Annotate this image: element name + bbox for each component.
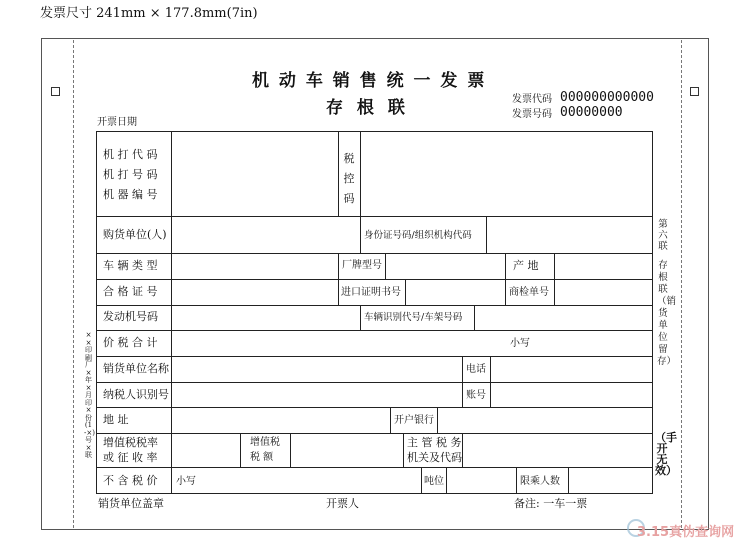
row-line	[96, 279, 653, 280]
col-line	[338, 253, 339, 305]
cert-no-label: 合 格 证 号	[103, 285, 158, 298]
col-line	[421, 467, 422, 494]
tax-authority-label-1: 主 管 税 务	[407, 436, 462, 449]
row-line	[96, 407, 653, 408]
watermark-text: 3.15真伪查询网	[637, 525, 735, 540]
issuer-label: 开票人	[326, 497, 359, 510]
row-line	[96, 382, 653, 383]
invoice-number-label: 发票号码	[512, 109, 552, 120]
row-line	[96, 467, 653, 468]
pretax-price-label: 不 含 税 价	[103, 474, 158, 487]
invoice-number-value: 00000000	[560, 105, 623, 120]
buyer-id-label: 身份证号码/组织机构代码	[364, 230, 472, 241]
col-line	[360, 216, 361, 253]
vin-label: 车辆识别代号/车架号码	[364, 312, 463, 323]
machine-number-label: 机 打 号 码	[103, 168, 158, 181]
issue-date-label: 开票日期	[97, 117, 137, 128]
handwritten-invalid-label: （手开无效）	[655, 431, 677, 477]
bank-label: 开户银行	[394, 415, 434, 426]
invoice-subtitle: 存 根 联	[326, 98, 409, 118]
col-line	[360, 305, 361, 330]
copy-number-label: 第六联	[658, 219, 668, 252]
col-line	[554, 253, 555, 279]
printer-note: ××印刷厂×年×月印×份(1-×)号×联	[84, 331, 95, 459]
row-line	[96, 356, 653, 357]
buyer-label: 购货单位(人)	[103, 228, 167, 241]
machine-code-label: 机 打 代 码	[103, 148, 158, 161]
col-line	[568, 467, 569, 494]
remark-label: 备注: 一车一票	[514, 497, 588, 510]
col-line	[403, 433, 404, 467]
col-line	[360, 131, 361, 216]
col-line	[554, 279, 555, 305]
total-price-label: 价 税 合 计	[103, 336, 158, 349]
paper-size-note: 发票尺寸 241mm × 177.8mm(7in)	[40, 6, 258, 21]
col-line	[437, 407, 438, 433]
tonnage-label: 吨位	[424, 476, 444, 487]
taxpayer-id-label: 纳税人识别号	[103, 388, 169, 401]
row-line	[96, 305, 653, 306]
col-line	[474, 305, 475, 330]
phone-label: 电话	[466, 364, 486, 375]
seller-name-label: 销货单位名称	[103, 362, 169, 375]
vehicle-type-label: 车 辆 类 型	[103, 259, 158, 272]
engine-no-label: 发动机号码	[103, 310, 158, 323]
row-line	[96, 253, 653, 254]
import-cert-label: 进口证明书号	[341, 287, 401, 298]
small-write-label: 小写	[510, 338, 530, 349]
small-write-label-2: 小写	[176, 476, 196, 487]
inspection-no-label: 商检单号	[509, 287, 549, 298]
left-feed-hole	[51, 87, 60, 96]
brand-model-label: 厂牌型号	[342, 260, 382, 271]
col-line	[405, 279, 406, 305]
copy-name-label: 存根联（销货单位留存）	[657, 260, 677, 367]
col-line	[462, 433, 463, 467]
col-line	[462, 356, 463, 407]
row-line	[96, 433, 653, 434]
col-line	[240, 433, 241, 467]
right-feed-hole	[690, 87, 699, 96]
invoice-code-label: 发票代码	[512, 94, 552, 105]
account-label: 账号	[466, 390, 486, 401]
col-line	[338, 131, 339, 216]
col-line	[486, 216, 487, 253]
vat-amount-label-1: 增值税	[250, 437, 280, 448]
col-line	[505, 279, 506, 305]
machine-id-label: 机 器 编 号	[103, 188, 158, 201]
col-line	[516, 467, 517, 494]
col-line	[490, 356, 491, 407]
col-line	[385, 253, 386, 279]
address-label: 地 址	[103, 413, 129, 426]
invoice-title: 机 动 车 销 售 统 一 发 票	[252, 71, 487, 91]
col-line	[290, 433, 291, 467]
invoice-code-value: 000000000000	[560, 90, 654, 105]
tax-control-label: 税控码	[343, 152, 355, 205]
col-line	[390, 407, 391, 433]
col-line	[446, 467, 447, 494]
right-tear-line	[681, 40, 682, 528]
col-line	[505, 253, 506, 279]
vat-amount-label-2: 税 额	[250, 452, 274, 463]
tax-authority-label-2: 机关及代码	[407, 451, 462, 464]
capacity-label: 限乘人数	[520, 476, 560, 487]
origin-label: 产 地	[513, 259, 539, 272]
row-line	[96, 216, 653, 217]
col-line	[171, 131, 172, 494]
seller-seal-label: 销货单位盖章	[98, 497, 164, 510]
vat-rate-label-2: 或 征 收 率	[103, 451, 158, 464]
vat-rate-label-1: 增值税税率	[103, 436, 158, 449]
left-tear-line	[73, 40, 74, 528]
row-line	[96, 330, 653, 331]
